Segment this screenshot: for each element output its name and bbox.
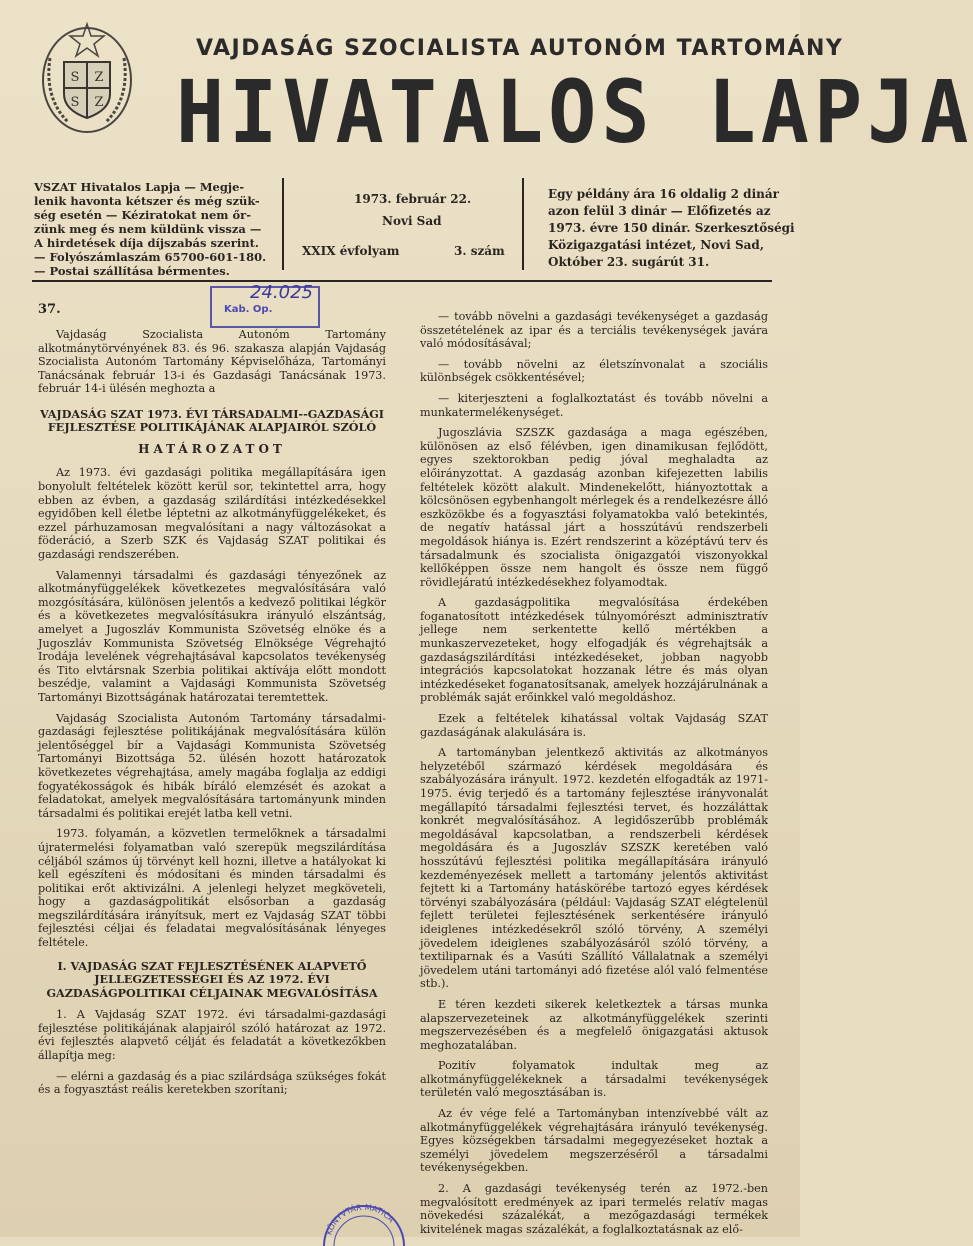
decision-title: VAJDASÁG SZAT 1973. ÉVI TÁRSADALMI--GAZDASÁGI FEJLESZTÉSE POLITIKÁJÁNAK ALAPJAIRÓL SZÓLÓ — [39, 406, 385, 435]
subscription-line: azon felül 3 dinár — Előfizetés az — [548, 204, 771, 218]
issue-place: Novi Sad — [382, 214, 442, 228]
bullet-item: — elérni a gazdaság és a piac szilárdsága szükséges fokát és a fogyasztást reális keretekben szorítani; — [38, 1069, 386, 1097]
terms-line: A hirdetések díja díjszabás szerint. — [34, 236, 259, 250]
body-paragraph: Ezek a feltételek kihatással voltak Vajdaság SZAT gazdaságának alakulására is. — [420, 712, 768, 739]
masthead-region: VAJDASÁG SZOCIALISTA AUTONÓM TARTOMÁNY — [196, 36, 844, 61]
body-paragraph: Valamennyi társadalmi és gazdasági tényezőnek az alkotmányfüggelékek következetes megvalósítására való mozgósítására, különösen jelentős a kedvező politikai légkör és a következetes megvalósításukra irányuló elszántság, amelyet a Jugoszláv Kommunista Szövetség elnöke és a Jugoszláv Kommunista Szövetség Elnöksége Végrehajtó Irodája levelének végrehajtásával kapcsolatos tevékenység és Tito elvtársnak Szerbia politikai aktívája előtt mondott beszédje, valamint a Vajdasági Kommunista Szövetség Tartományi Bizottságának határozatai teremtettek. — [38, 568, 386, 704]
body-paragraph: A tartományban jelentkező aktivitás az alkotmányos helyzetéből származó kérdések megoldására és szabályozására irányult. 1972. kezdetén elfogadták az 1971-1975. évig terjedő és a tartomány fejlesztése irányvonalát megállapító társadalmi fejlesztési tervet, és hozzáláttak konkrét megvalósításához. A legidőszerűbb problémák megoldásával kapcsolatban, a rendszerbeli kérdések megoldására és a Jugoszláv SZSZK keretében való hosszútávú fejlesztési politika megállapítására irányuló kezdeményezések mellett a tartomány jelentős aktivitást fejtett ki a Tartomány hatáskörébe tartozó egyes kérdések törvényi szabályozására (például: Vajdaság SZAT elégtelenül fejlett területei fejlesztésének serkentésére irányuló ideiglenes intézkedésekről szóló törvény, A személyi jövedelem ideiglenes szabályozásáról szóló törvény, a textiliparnak és a Vasúti Szállító Vállalatnak a személyi jövedelem utáni tartományi adó fizetése alól való felmentése stb.). — [420, 746, 768, 991]
crest-letter: Z — [94, 95, 104, 110]
section-title: I. VAJDASÁG SZAT FEJLESZTÉSÉNEK ALAPVETŐ JELLEGZETESSÉGEI ÉS AZ 1972. ÉVI GAZDASÁGPOLITIKAI CÉLJAINAK MEGVALÓSÍTÁSA — [46, 958, 378, 1000]
document-number: 37. — [38, 302, 61, 317]
decision-subtitle: HATÁROZATOT — [138, 441, 286, 456]
stamp-label: Kab. Op. — [224, 304, 273, 315]
subscription-line: Közigazgatási intézet, Novi Sad, — [548, 238, 764, 252]
body-paragraph: Az év vége felé a Tartományban intenzívebbé vált az alkotmányfüggelékek végrehajtására irányuló tevékenység. Egyes községekben társadalmi megegyezéseket hoztak a személyi jövedelem megszerzéséről a társadalmi tevékenységekben. — [420, 1107, 768, 1175]
body-paragraph: Vajdaság Szocialista Autonóm Tartomány társadalmi-gazdasági fejlesztése politikájának megvalósítására külön jelentőséggel bír a Vajdasági Kommunista Szövetség Tartományi Bizottsága 52. ülésén hozott határozatok következetes végrehajtása, amely magába foglalja az eddigi fogyatékosságok és hibák bíráló elemzését és azokat a feladatokat, amelyek megvalósítására tartományunk minden társadalmi és politikai erejét latba kell vetni. — [38, 711, 386, 820]
body-paragraph: Jugoszlávia SZSZK gazdasága a maga egészében, különösen az első félévben, igen dinamikusan fejlődött, egyes szektorokban pedig jóval meghaladta az előirányzottat. A gazdaság azonban kifejezetten labilis feltételek között alakult. Mindenekelőtt, hiányoztottak a kölcsönösen egybenhangolt mérlegek és a rendelkezésre álló eszközökbe és a fogyasztási folyamatokba való betekintés, de negatív hatással járt a hosszútávú rendszerbeli megoldások hiánya is. Ezért rendszerint a középtávú terv és társadalmunk és szocialista önigazgatói viszonyokkal kellőképpen össze nem hangolt és össze nem függő rövidlejáratú intézkedésekhez folyamodtak. — [420, 426, 768, 589]
bullet-item: — tovább növelni a gazdasági tevékenységet a gazdaság összetételének az ipar és a terciális tevékenységek javára való módosításával; — [420, 310, 768, 351]
bullet-item: — tovább növelni az életszínvonalat a szociális különbségek csökkentésével; — [420, 357, 768, 385]
right-column — [420, 310, 768, 1243]
divider — [522, 178, 524, 270]
intro-paragraph: Vajdaság Szocialista Autonóm Tartomány alkotmánytörvényének 83. és 96. szakasza alapján Vajdaság Szocialista Autonóm Tartomány Képviselőháza, Tartományi Tanácsának február 13-i és Gazdasági Tanácsának 1973. február 14-i ülésén meghozta a — [38, 328, 386, 396]
masthead-title: HIVATALOS LAPJA — [176, 61, 973, 163]
left-column — [38, 328, 386, 1104]
subscription-info — [548, 186, 795, 271]
terms-line: VSZAT Hivatalos Lapja — Megje- — [34, 180, 245, 194]
subscription-line: Egy példány ára 16 oldalig 2 dinár — [548, 187, 779, 201]
registry-stamp — [210, 282, 320, 328]
crest-letter: S — [70, 70, 80, 85]
publication-terms — [34, 180, 272, 278]
body-paragraph: Pozitív folyamatok indultak meg az alkotmányfüggelékeknek a társadalmi tevékenységek területén való megosztásában is. — [420, 1059, 768, 1100]
subscription-line: 1973. évre 150 dinár. Szerkesztőségi — [548, 221, 795, 235]
terms-line: — Folyószámlaszám 65700-601-180. — [34, 250, 267, 264]
terms-line: ség esetén — Kéziratokat nem őr- — [34, 208, 251, 222]
coat-of-arms-icon — [38, 18, 136, 136]
body-paragraph: 1. A Vajdaság SZAT 1972. évi társadalmi-gazdasági fejlesztése politikájának alapjairól szóló határozat az 1972. évi fejlesztés alapvető célját és feladatát a következőkben állapítja meg: — [38, 1008, 386, 1062]
terms-line: lenik havonta kétszer és még szük- — [34, 194, 260, 208]
stamp-handwriting: 24.025 — [250, 282, 313, 303]
terms-line: zünk meg és nem küldünk vissza — — [34, 222, 262, 236]
header-rule — [32, 280, 772, 282]
terms-line: — Postai szállítása bérmentes. — [34, 264, 230, 278]
divider — [282, 178, 284, 270]
library-seal-icon — [318, 1196, 408, 1246]
body-paragraph: 1973. folyamán, a közvetlen termelőknek a társadalmi újratermelési folyamatban való szerepük megszilárdítása céljából számos új törvényt kell hozni, illetve a hatályokat ki kell egészíteni és módosítani és minden társadalmi és politikai erőt aktivizálni. A jelenlegi helyzet megköveteli, hogy a gazdaságpolitikát elsősorban a gazdaság megszilárdítására irányítsuk, mert ez Vajdaság SZAT többi fejlesztési céljai és feladatai megvalósításának lényeges feltétele. — [38, 827, 386, 950]
crest-letter: S — [70, 95, 80, 110]
bullet-item: — kiterjeszteni a foglalkoztatást és tovább növelni a munkatermelékenységet. — [420, 391, 768, 419]
seal-text: KÖNYVTÁR MATICA — [324, 1202, 396, 1237]
svg-text:KÖNYVTÁR MATICA — [324, 1202, 396, 1236]
body-paragraph: A gazdaságpolitika megvalósítása érdekében foganatosított intézkedések túlnyomórészt adminisztratív jellege nem serkentette kellő mértékben a munkaszervezeteket, hogy elfogadják és végrehajtsák a gazdaságszilárdítási intézkedéseket, jobban nagyobb integrációs kapcsolatokat hozzanak létre és más olyan intézkedéseket foganatosítsanak, amelyek hozzájárulnának a problémák saját erőinkkel való megoldáshoz. — [420, 596, 768, 705]
issue-number: 3. szám — [454, 244, 505, 258]
body-paragraph: E téren kezdeti sikerek keletkeztek a társas munka alapszervezeteinek az alkotmányfüggelékek szerinti megszervezésében és a megfelelő önigazgatási aktusok meghozatalában. — [420, 997, 768, 1052]
issue-volume: XXIX évfolyam — [302, 244, 400, 258]
crest-letter: Z — [94, 70, 104, 85]
body-paragraph: 2. A gazdasági tevékenység terén az 1972.-ben megvalósított eredmények az ipari termelés relatív magas növekedési százalékát, a mezőgazdasági termékek kivitelének magas százalékát, a foglalkoztatásnak az elő- — [420, 1182, 768, 1236]
subscription-line: Október 23. sugárút 31. — [548, 255, 710, 269]
body-paragraph: Az 1973. évi gazdasági politika megállapítására igen bonyolult feltételek között kerül sor, tekintettel arra, hogy ebben az évben, a gazdaság szilárdítási intézkedésekkel egyidőben kell életbe léptetni az alkotmányfüggelékeket, és ezzel párhuzamosan megvalósítani a nagy változásokat a föderáció, a Szerb SZK és Vajdaság SZAT politikai és gazdasági rendszerében. — [38, 466, 386, 562]
issue-date: 1973. február 22. — [354, 192, 472, 206]
